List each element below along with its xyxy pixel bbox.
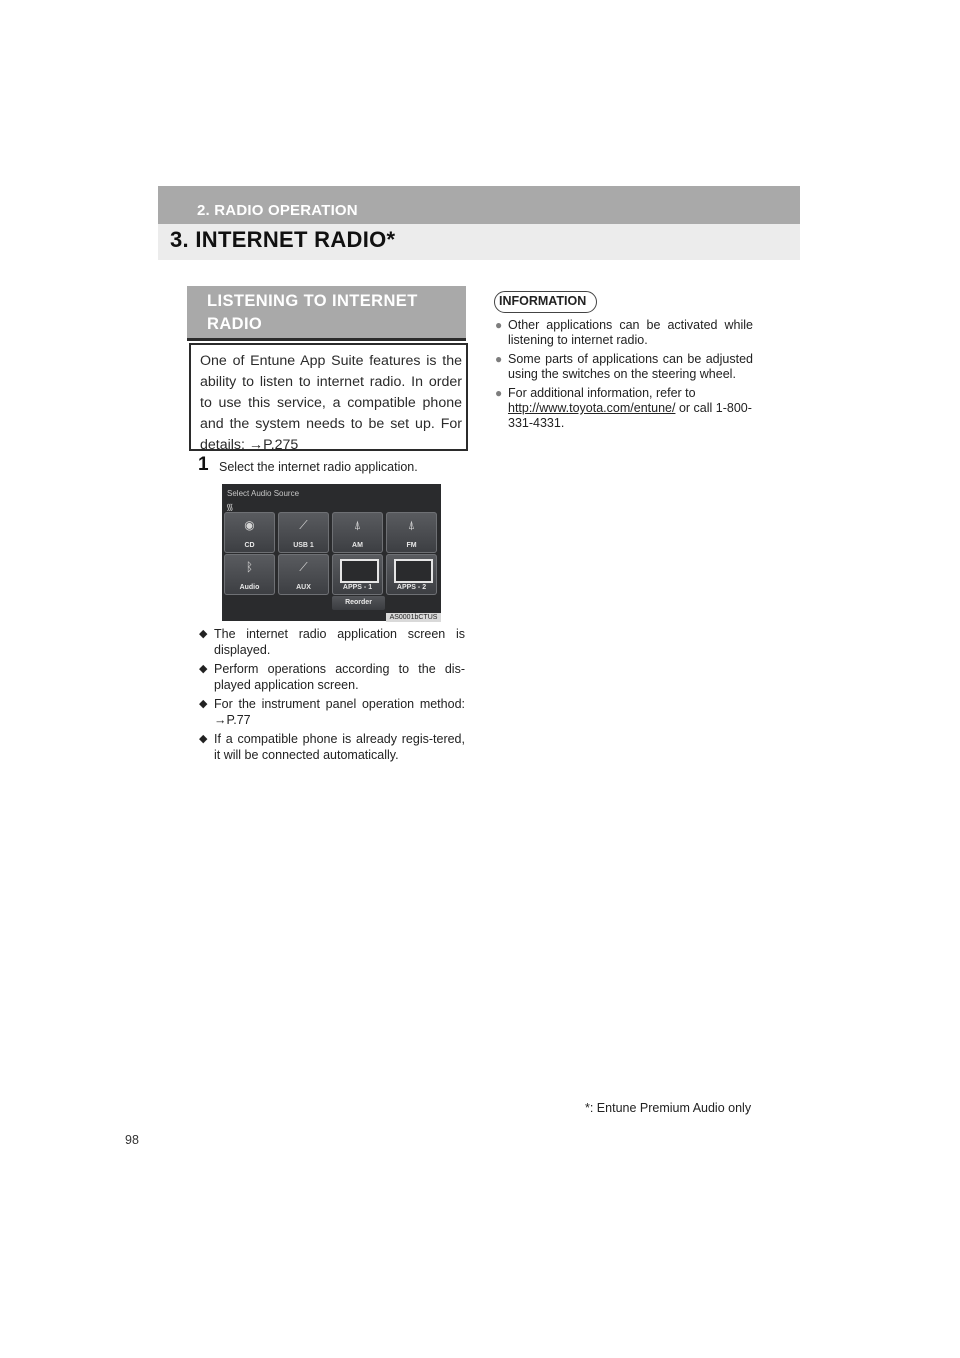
signal-icon: ᯾ <box>226 502 234 512</box>
page-title: 3. INTERNET RADIO* <box>170 227 396 252</box>
aux-tile-label: AUX <box>296 584 311 591</box>
list-item: ◆ Perform operations according to the dis-played application screen. <box>199 662 465 692</box>
step-notes <box>199 626 465 766</box>
usb-icon: ⟋ <box>299 518 308 532</box>
bluetooth-audio-tile[interactable] <box>224 554 275 595</box>
circle-bullet-icon: ● <box>495 318 503 332</box>
diamond-bullet-icon: ◆ <box>199 628 208 640</box>
usb-tile-label: USB 1 <box>293 542 314 549</box>
usb-tile[interactable] <box>278 512 329 553</box>
circle-bullet-icon: ● <box>495 386 503 400</box>
subsection-heading-line1: LISTENING TO INTERNET <box>207 292 418 310</box>
information-list <box>495 318 753 435</box>
list-item: ◆ For the instrument panel operation method: →P.77 <box>199 697 465 727</box>
heading-rule <box>187 338 466 341</box>
image-code: AS0001bCTUS <box>386 613 441 622</box>
antenna-icon: ⍋ <box>407 518 416 532</box>
list-item: ◆ The internet radio application screen is displayed. <box>199 627 465 657</box>
bluetooth-audio-tile-label: Audio <box>239 584 260 591</box>
list-item: ● Some parts of applications can be adjusted using the switches on the steering wheel. <box>495 352 753 381</box>
footnote: *: Entune Premium Audio only <box>585 1101 752 1115</box>
am-tile-label: AM <box>352 542 363 549</box>
cable-icon: ⟋ <box>299 560 308 574</box>
aux-tile[interactable] <box>278 554 329 595</box>
apps1-tile-label: APPS - 1 <box>342 584 373 591</box>
page-number: 98 <box>125 1133 139 1147</box>
cd-tile[interactable] <box>224 512 275 553</box>
fm-tile[interactable] <box>386 512 437 553</box>
diamond-bullet-icon: ◆ <box>199 663 208 675</box>
app-frame-icon <box>394 559 433 583</box>
screenshot-title: Select Audio Source <box>227 489 300 498</box>
list-item: ◆ If a compatible phone is already regis-tered, it will be connected automatically. <box>199 732 465 762</box>
apps2-tile-label: APPS - 2 <box>396 584 427 591</box>
intro-text: One of Entune App Suite features is the ability to listen to internet radio. In order to use this service, a compatible phone and the system needs to be set up. For details: →P.275 <box>200 353 462 453</box>
step-number: 1 <box>198 454 209 475</box>
reorder-label: Reorder <box>345 599 372 606</box>
fm-tile-label: FM <box>406 542 417 549</box>
diamond-bullet-icon: ◆ <box>199 698 208 710</box>
apps2-tile[interactable] <box>386 554 437 595</box>
circle-bullet-icon: ● <box>495 352 503 366</box>
cd-tile-label: CD <box>244 542 255 549</box>
apps1-tile[interactable] <box>332 554 383 595</box>
diamond-bullet-icon: ◆ <box>199 733 208 745</box>
entune-website-link[interactable]: http://www.toyota.com/entune/ <box>508 401 676 415</box>
app-frame-icon <box>340 559 379 583</box>
information-label: INFORMATION <box>499 294 587 308</box>
step-text: Select the internet radio application. <box>219 460 418 474</box>
list-item: ● For additional information, refer to http://www.toyota.com/entune/ or call 1-800-331-4331. <box>495 386 752 430</box>
bluetooth-icon: ᛒ <box>245 560 254 574</box>
list-item: ● Other applications can be activated while listening to internet radio. <box>495 318 753 347</box>
section-label: 2. RADIO OPERATION <box>197 202 358 219</box>
disc-icon: ◉ <box>244 518 255 532</box>
antenna-icon: ⍋ <box>353 518 362 532</box>
subsection-heading-line2: RADIO <box>207 315 263 333</box>
subsection-heading <box>207 290 457 336</box>
am-tile[interactable] <box>332 512 383 553</box>
